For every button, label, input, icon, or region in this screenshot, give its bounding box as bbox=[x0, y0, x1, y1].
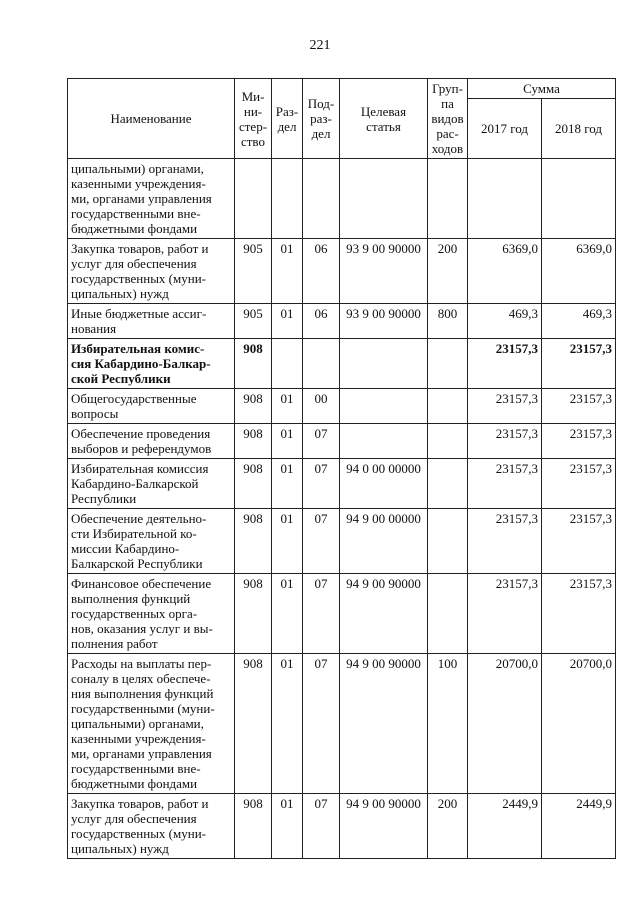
cell-target-article bbox=[340, 389, 428, 424]
cell-expense-group bbox=[428, 424, 468, 459]
cell-section: 01 bbox=[272, 239, 303, 304]
table-row bbox=[68, 339, 616, 389]
cell-sum-2017: 20700,0 bbox=[468, 654, 542, 794]
cell-name: Обеспечение проведения выборов и референдумов bbox=[68, 424, 235, 459]
table-row bbox=[68, 239, 616, 304]
cell-name: Обеспечение деятельно- сти Избирательной ко- миссии Кабардино- Балкарской Республики bbox=[68, 509, 235, 574]
cell-target-article: 93 9 00 90000 bbox=[340, 304, 428, 339]
cell-subsection: 07 bbox=[303, 424, 340, 459]
cell-section: 01 bbox=[272, 304, 303, 339]
cell-subsection: 07 bbox=[303, 459, 340, 509]
cell-ministry: 905 bbox=[235, 239, 272, 304]
header-ministry: Ми- ни- стер- ство bbox=[235, 79, 272, 159]
cell-name: Расходы на выплаты пер- соналу в целях обеспече- ния выполнения функций государственными (муни- ципальными) органами, казенными учреждения- ми, органами управления государственными вне- бюджетными фондами bbox=[68, 654, 235, 794]
cell-expense-group: 800 bbox=[428, 304, 468, 339]
budget-table bbox=[67, 78, 616, 859]
cell-expense-group bbox=[428, 159, 468, 239]
cell-sum-2018: 23157,3 bbox=[542, 424, 616, 459]
cell-name: Закупка товаров, работ и услуг для обеспечения государственных (муни- ципальных) нужд bbox=[68, 239, 235, 304]
table-row bbox=[68, 459, 616, 509]
cell-sum-2017: 23157,3 bbox=[468, 339, 542, 389]
cell-target-article bbox=[340, 339, 428, 389]
cell-ministry: 905 bbox=[235, 304, 272, 339]
cell-subsection: 06 bbox=[303, 239, 340, 304]
cell-name: ципальными) органами, казенными учреждения- ми, органами управления государственными вне- бюджетными фондами bbox=[68, 159, 235, 239]
cell-subsection: 00 bbox=[303, 389, 340, 424]
cell-section bbox=[272, 339, 303, 389]
cell-sum-2018: 20700,0 bbox=[542, 654, 616, 794]
cell-expense-group bbox=[428, 459, 468, 509]
cell-expense-group: 200 bbox=[428, 794, 468, 859]
table-row bbox=[68, 389, 616, 424]
cell-ministry bbox=[235, 159, 272, 239]
cell-sum-2018 bbox=[542, 159, 616, 239]
cell-sum-2017 bbox=[468, 159, 542, 239]
cell-subsection: 07 bbox=[303, 574, 340, 654]
cell-target-article bbox=[340, 159, 428, 239]
cell-subsection: 06 bbox=[303, 304, 340, 339]
table-row bbox=[68, 654, 616, 794]
cell-sum-2018: 23157,3 bbox=[542, 459, 616, 509]
cell-name: Иные бюджетные ассиг- нования bbox=[68, 304, 235, 339]
cell-expense-group bbox=[428, 574, 468, 654]
cell-sum-2017: 2449,9 bbox=[468, 794, 542, 859]
cell-ministry: 908 bbox=[235, 509, 272, 574]
table-row bbox=[68, 424, 616, 459]
cell-section: 01 bbox=[272, 794, 303, 859]
cell-expense-group: 100 bbox=[428, 654, 468, 794]
cell-section: 01 bbox=[272, 424, 303, 459]
cell-ministry: 908 bbox=[235, 459, 272, 509]
cell-sum-2017: 23157,3 bbox=[468, 459, 542, 509]
header-target-article: Целевая статья bbox=[340, 79, 428, 159]
header-name: Наименование bbox=[68, 79, 235, 159]
cell-subsection: 07 bbox=[303, 794, 340, 859]
cell-target-article: 94 9 00 90000 bbox=[340, 574, 428, 654]
cell-ministry: 908 bbox=[235, 424, 272, 459]
cell-ministry: 908 bbox=[235, 794, 272, 859]
cell-target-article: 94 9 00 00000 bbox=[340, 509, 428, 574]
cell-sum-2018: 23157,3 bbox=[542, 574, 616, 654]
cell-subsection bbox=[303, 159, 340, 239]
cell-expense-group bbox=[428, 509, 468, 574]
table-body bbox=[68, 159, 616, 859]
table-header bbox=[68, 79, 616, 159]
header-year-2017: 2017 год bbox=[468, 99, 542, 159]
cell-ministry: 908 bbox=[235, 339, 272, 389]
table-row bbox=[68, 304, 616, 339]
cell-expense-group bbox=[428, 339, 468, 389]
cell-section: 01 bbox=[272, 654, 303, 794]
header-year-2018: 2018 год bbox=[542, 99, 616, 159]
cell-ministry: 908 bbox=[235, 574, 272, 654]
cell-target-article: 94 9 00 90000 bbox=[340, 794, 428, 859]
cell-name: Избирательная комиссия Кабардино-Балкарской Республики bbox=[68, 459, 235, 509]
cell-sum-2018: 2449,9 bbox=[542, 794, 616, 859]
cell-sum-2018: 23157,3 bbox=[542, 389, 616, 424]
cell-name: Избирательная комис- сия Кабардино-Балкар- ской Республики bbox=[68, 339, 235, 389]
table-row bbox=[68, 509, 616, 574]
page-number: 221 bbox=[309, 38, 331, 53]
cell-subsection: 07 bbox=[303, 509, 340, 574]
cell-sum-2018: 23157,3 bbox=[542, 339, 616, 389]
cell-sum-2017: 6369,0 bbox=[468, 239, 542, 304]
cell-target-article: 94 9 00 90000 bbox=[340, 654, 428, 794]
cell-section: 01 bbox=[272, 459, 303, 509]
cell-section: 01 bbox=[272, 509, 303, 574]
cell-ministry: 908 bbox=[235, 654, 272, 794]
cell-ministry: 908 bbox=[235, 389, 272, 424]
cell-name: Финансовое обеспечение выполнения функций государственных орга- нов, оказания услуг и вы- полнения работ bbox=[68, 574, 235, 654]
header-subsection: Под- раз- дел bbox=[303, 79, 340, 159]
cell-section: 01 bbox=[272, 574, 303, 654]
cell-target-article: 93 9 00 90000 bbox=[340, 239, 428, 304]
table-row bbox=[68, 574, 616, 654]
cell-section: 01 bbox=[272, 389, 303, 424]
cell-section bbox=[272, 159, 303, 239]
header-expense-group: Груп- па видов рас- ходов bbox=[428, 79, 468, 159]
cell-expense-group bbox=[428, 389, 468, 424]
cell-sum-2017: 23157,3 bbox=[468, 389, 542, 424]
cell-sum-2017: 23157,3 bbox=[468, 574, 542, 654]
header-section: Раз- дел bbox=[272, 79, 303, 159]
cell-sum-2017: 23157,3 bbox=[468, 424, 542, 459]
cell-name: Закупка товаров, работ и услуг для обеспечения государственных (муни- ципальных) нужд bbox=[68, 794, 235, 859]
cell-subsection bbox=[303, 339, 340, 389]
cell-subsection: 07 bbox=[303, 654, 340, 794]
table-row bbox=[68, 159, 616, 239]
cell-sum-2017: 23157,3 bbox=[468, 509, 542, 574]
cell-sum-2018: 469,3 bbox=[542, 304, 616, 339]
cell-name: Общегосударственные вопросы bbox=[68, 389, 235, 424]
cell-expense-group: 200 bbox=[428, 239, 468, 304]
table-row bbox=[68, 794, 616, 859]
cell-sum-2018: 23157,3 bbox=[542, 509, 616, 574]
cell-sum-2017: 469,3 bbox=[468, 304, 542, 339]
cell-sum-2018: 6369,0 bbox=[542, 239, 616, 304]
header-sum: Сумма bbox=[468, 79, 616, 99]
cell-target-article: 94 0 00 00000 bbox=[340, 459, 428, 509]
cell-target-article bbox=[340, 424, 428, 459]
